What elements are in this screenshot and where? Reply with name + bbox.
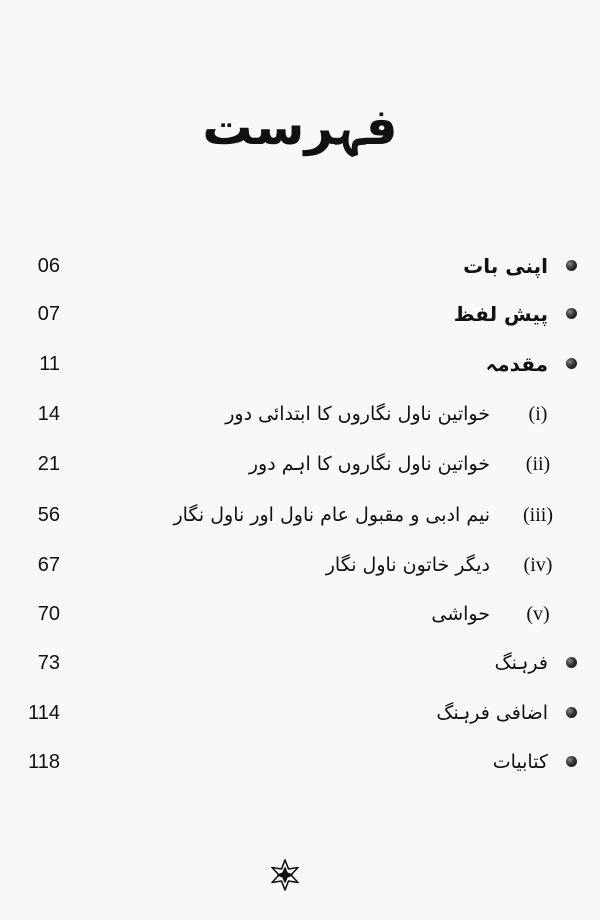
bullet-icon <box>566 308 577 319</box>
page-number: 118 <box>28 751 60 773</box>
page-number: 21 <box>37 453 60 475</box>
toc-subentry <box>0 547 600 583</box>
toc-entry <box>0 645 600 681</box>
bullet-icon <box>566 657 577 668</box>
bullet-icon <box>566 707 577 718</box>
page-title: فہرست <box>202 98 398 156</box>
toc-entry <box>0 248 600 284</box>
toc-entry <box>0 296 600 332</box>
page-number: 114 <box>28 702 60 724</box>
roman-numeral: (iv) <box>523 554 553 576</box>
entry-label: خواتین ناول نگاروں کا ابتدائی دور <box>225 403 490 425</box>
roman-numeral: (v) <box>526 603 550 625</box>
page-number: 67 <box>37 554 60 576</box>
toc-subentry <box>0 396 600 432</box>
entry-label: نیم ادبی و مقبول عام ناول اور ناول نگار <box>173 504 490 526</box>
bullet-icon <box>566 260 577 271</box>
entry-label: اپنی بات <box>463 254 548 278</box>
entry-label: کتابیات <box>492 751 548 773</box>
roman-numeral: (ii) <box>525 453 551 475</box>
toc-entry <box>0 346 600 382</box>
page-number: 11 <box>39 353 60 375</box>
toc-subentry <box>0 497 600 533</box>
entry-label: پیش لفظ <box>453 302 548 326</box>
page-number: 70 <box>37 603 60 625</box>
page-number: 14 <box>37 403 60 425</box>
page-number: 07 <box>37 303 60 325</box>
entry-label: مقدمہ <box>485 352 548 376</box>
bullet-icon <box>566 756 577 767</box>
toc-entry <box>0 695 600 731</box>
toc-subentry <box>0 596 600 632</box>
toc-subentry <box>0 446 600 482</box>
toc-entry <box>0 744 600 780</box>
page-number: 06 <box>37 255 60 277</box>
entry-label: دیگر خاتون ناول نگار <box>325 554 490 576</box>
roman-numeral: (iii) <box>523 504 553 526</box>
star-ornament-icon <box>268 858 302 892</box>
entry-label: فرہنگ <box>494 652 548 674</box>
bullet-icon <box>566 358 577 369</box>
entry-label: اضافی فرہنگ <box>436 702 548 724</box>
page-number: 73 <box>37 652 60 674</box>
roman-numeral: (i) <box>528 403 548 425</box>
entry-label: خواتین ناول نگاروں کا اہم دور <box>248 453 490 475</box>
entry-label: حواشی <box>431 603 490 625</box>
page-number: 56 <box>37 504 60 526</box>
